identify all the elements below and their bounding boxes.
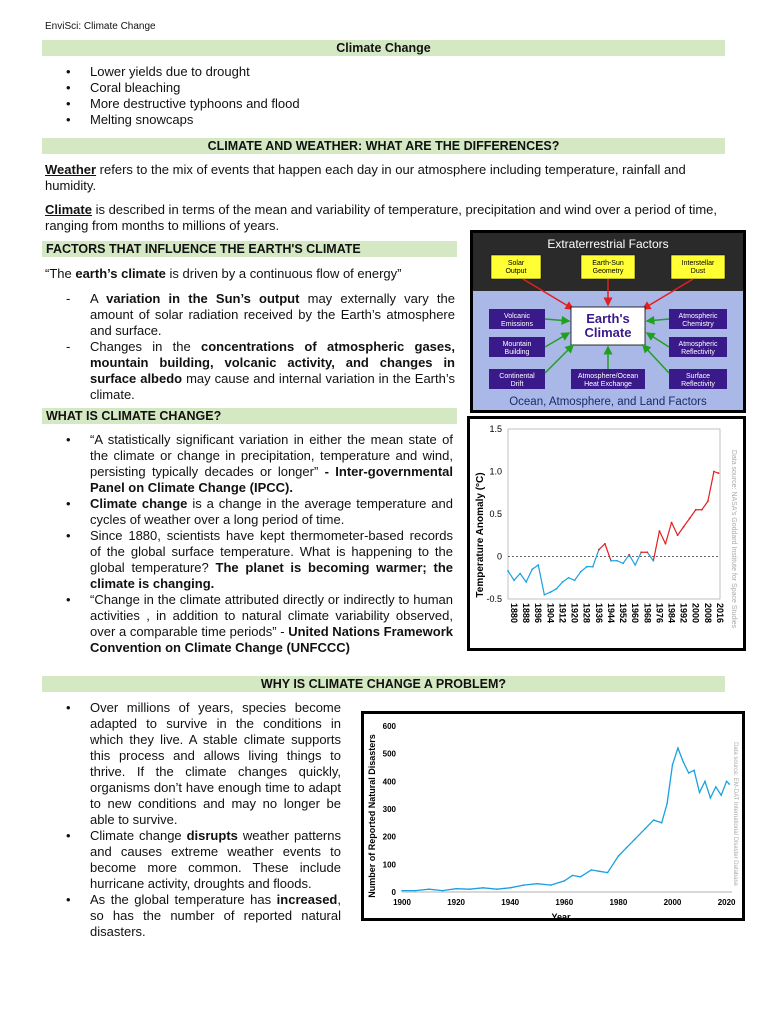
disasters-point (442, 890, 444, 892)
section-title-factors: FACTORS THAT INFLUENCE THE EARTH'S CLIMATE (42, 241, 457, 257)
disasters-point (720, 794, 722, 796)
interstellar-dust-box (671, 255, 725, 279)
bold-text: concentrations of atmospheric gases, mountain building, volcanic activity, and changes in surface albedo (90, 339, 455, 386)
x-tick-label: 2008 (702, 603, 713, 624)
what-is-list (42, 432, 453, 656)
text: As the global temperature has (90, 892, 277, 907)
anomaly-segment (593, 550, 599, 567)
disasters-point (626, 847, 628, 849)
disasters-point (618, 855, 620, 857)
factors-quote (45, 266, 460, 282)
list-item (42, 432, 453, 496)
anomaly-segment (605, 544, 611, 561)
solar-output-box (491, 255, 541, 279)
anomaly-segment (665, 523, 671, 544)
x-tick-label: 1992 (678, 603, 689, 624)
quote-part: “The (45, 266, 76, 281)
anomaly-point (640, 551, 642, 553)
anomaly-point (592, 566, 594, 568)
anomaly-point (671, 522, 673, 524)
anomaly-point (562, 581, 564, 583)
anomaly-segment (550, 589, 556, 592)
section-title-problem: WHY IS CLIMATE CHANGE A PROBLEM? (42, 676, 725, 692)
anomaly-segment (508, 571, 514, 580)
disasters-point (455, 888, 457, 890)
list-item: • More destructive typhoons and flood (42, 96, 722, 112)
anomaly-segment (532, 565, 538, 569)
climate-text: is described in terms of the mean and variability of temperature, precipitation and wind over a period of time, ranging from months to millions of years. (45, 202, 718, 233)
disasters-point (523, 884, 525, 886)
x-tick-label: 1968 (642, 603, 653, 624)
disasters-point (415, 890, 417, 892)
disasters-ylabel: Number of Reported Natural Disasters (367, 734, 377, 898)
y-tick-label: 500 (382, 749, 396, 759)
bold-text: United Nations Framework Convention on Climate Change (UNFCCC) (90, 624, 453, 655)
continental-drift-label: Continental Drift (499, 373, 535, 388)
x-tick-label: 1920 (569, 603, 580, 624)
page-header: EnviSci: Climate Change (45, 21, 156, 32)
anomaly-segment (538, 565, 544, 595)
atmospheric-chemistry-label: Atmospheric Chemistry (678, 313, 718, 328)
problem-list (42, 700, 341, 940)
anomaly-point (537, 564, 539, 566)
anomaly-point (652, 560, 654, 562)
disasters-xlabel: Year (551, 912, 571, 918)
extraterrestrial-title: Extraterrestrial Factors (547, 237, 669, 251)
text: weather patterns and causes extreme weather events to become more common. These include hurricane activity, droughts and floods. (90, 828, 341, 891)
disasters-point (496, 888, 498, 890)
earth-sun-geometry-label: Earth-Sun Geometry (592, 260, 624, 275)
disasters-point (715, 786, 717, 788)
anomaly-point (689, 517, 691, 519)
x-tick-label: 2000 (663, 898, 682, 907)
x-tick-label: 1928 (581, 603, 592, 624)
list-item: • Melting snowcaps (42, 112, 722, 128)
disasters-point (634, 839, 636, 841)
disasters-source: Data source: EM-DAT International Disaster Database (732, 742, 738, 886)
earths-climate-label: Earth's Climate (584, 311, 632, 340)
x-tick-label: 2020 (717, 898, 736, 907)
list-item (42, 496, 453, 528)
anomaly-point (556, 588, 558, 590)
anomaly-point (659, 530, 661, 532)
list-item (42, 892, 341, 940)
anomaly-point (519, 573, 521, 575)
x-tick-label: 1980 (609, 898, 628, 907)
disasters-point (580, 876, 582, 878)
anomaly-point (598, 549, 600, 551)
anomaly-segment (684, 518, 690, 527)
list-item (42, 291, 455, 339)
disasters-point (683, 761, 685, 763)
bold-text: disrupts (186, 828, 238, 843)
disasters-point (401, 890, 403, 892)
anomaly-point (568, 577, 570, 579)
anomaly-segment (581, 567, 587, 572)
text: “Change in the climate attributed directly or indirectly to human activities , in addition to natural climate variability observed, over a comparable time periods” - (90, 592, 453, 639)
temperature-ylabel: Temperature Anomaly (°C) (475, 472, 486, 598)
x-tick-label: 1944 (605, 603, 616, 624)
disasters-point (550, 884, 552, 886)
list-item (42, 592, 453, 656)
y-tick-label: 1.0 (489, 466, 502, 477)
anomaly-segment (659, 531, 665, 544)
x-tick-label: 1900 (393, 898, 411, 907)
climate-factors-diagram (470, 230, 746, 413)
bold-text: - Inter-governmental Panel on Climate Change (IPCC). (90, 464, 454, 495)
anomaly-segment (563, 578, 569, 582)
y-tick-label: -0.5 (486, 594, 502, 604)
anomaly-segment (617, 561, 623, 564)
anomaly-segment (672, 523, 678, 536)
y-tick-label: 200 (382, 832, 396, 842)
y-tick-label: 400 (382, 777, 396, 787)
text: Since 1880, scientists have kept thermometer-based records of the global surface temperature. What is happening to the global temperature? (90, 528, 453, 575)
weather-term: Weather (45, 162, 97, 177)
y-tick-label: 1.5 (489, 424, 502, 434)
anomaly-segment (514, 574, 520, 581)
anomaly-point (634, 564, 636, 566)
weather-definition (45, 162, 725, 194)
disasters-point (704, 781, 706, 783)
disasters-point (693, 769, 695, 771)
left-boxes (489, 309, 545, 389)
anomaly-point (707, 500, 709, 502)
factors-list (42, 291, 455, 403)
y-tick-label: 300 (382, 805, 396, 814)
anomaly-segment (599, 544, 605, 550)
anomaly-point (665, 543, 667, 545)
disasters-point (666, 803, 668, 805)
bold-text: Climate change (90, 496, 188, 511)
x-tick-label: 2000 (690, 603, 701, 624)
bold-text: The planet is becoming warmer; the climate is changing. (90, 560, 453, 591)
disasters-point (653, 819, 655, 821)
y-tick-label: 0 (496, 551, 502, 562)
text: may cause and internal variation in the Earth’s climate. (90, 371, 455, 402)
anomaly-point (701, 509, 703, 511)
x-tick-label: 1976 (654, 603, 665, 624)
anomaly-point (586, 566, 588, 568)
x-tick-label: 1904 (545, 603, 556, 624)
natural-disasters-chart (361, 711, 745, 921)
text: may externally vary the amount of solar radiation received by the Earth’s atmosphere and surface. (90, 291, 455, 338)
list-item: • Coral bleaching (42, 80, 722, 96)
text: A (90, 291, 107, 306)
top-boxes (491, 255, 725, 279)
text: “A statistically significant variation in either the mean state of the climate or change in precipitation, temperature and wind, persisting typically decades or longer” (90, 432, 453, 479)
anomaly-point (713, 471, 715, 473)
anomaly-point (683, 526, 685, 528)
disasters-point (677, 747, 679, 749)
y-tick-label: 100 (382, 860, 396, 870)
disasters-point (688, 772, 690, 774)
volcanic-emissions-label: Volcanic Emissions (501, 313, 533, 328)
x-tick-label: 1880 (509, 603, 519, 624)
ocean-atmosphere-title: Ocean, Atmosphere, and Land Factors (509, 396, 707, 408)
y-tick-label: 0 (391, 888, 396, 897)
x-tick-label: 1960 (555, 898, 574, 907)
bold-text: variation in the Sun’s output (106, 291, 300, 306)
list-item (42, 828, 341, 892)
anomaly-point (543, 594, 545, 596)
anomaly-segment (556, 582, 562, 589)
anomaly-segment (623, 555, 629, 564)
temperature-anomaly-chart (467, 416, 746, 651)
disasters-point (661, 822, 663, 824)
anomaly-point (574, 579, 576, 581)
list-item: • Over millions of years, species become adapted to survive in the conditions in which they live. A stable climate supports this process and allows living things to thrive. If the climate changes quickly, organisms don’t have enough time to adapt to new conditions and may no longer be able to survive. (42, 700, 341, 828)
y-tick-label: 600 (382, 722, 396, 731)
list-item: • Lower yields due to drought (42, 64, 722, 80)
temperature-chart-svg (470, 419, 743, 648)
disasters-point (699, 792, 701, 794)
x-tick-label: 1952 (618, 603, 629, 624)
atmospheric-reflectivity-label: Atmospheric Reflectivity (678, 341, 718, 356)
climate-change-list (42, 64, 722, 128)
anomaly-segment (678, 527, 684, 536)
x-tick-label: 1984 (666, 603, 677, 624)
diagram-svg (473, 233, 743, 410)
anomaly-point (580, 571, 582, 573)
x-tick-label: 2016 (714, 603, 725, 624)
disasters-point (591, 869, 593, 871)
disasters-point (563, 880, 565, 882)
x-tick-label: 1896 (533, 603, 544, 624)
anomaly-segment (635, 552, 641, 565)
heat-exchange-label: Atmosphere/Ocean Heat Exchange (577, 373, 639, 388)
mountain-building-label: Mountain Building (502, 341, 532, 356)
anomaly-point (628, 554, 630, 556)
disasters-point (572, 875, 574, 877)
disasters-point (726, 781, 728, 783)
section-title-climate-change: Climate Change (42, 40, 725, 56)
anomaly-point (622, 562, 624, 564)
quote-bold: earth’s climate (75, 266, 166, 281)
disasters-line (402, 748, 729, 891)
disasters-point (536, 883, 538, 885)
anomaly-segment (708, 472, 714, 502)
text: is a change in the average temperature and cycles of weather over a long period of time. (90, 496, 453, 527)
climate-term: Climate (45, 202, 92, 217)
disasters-point (509, 887, 511, 889)
x-tick-label: 1936 (593, 603, 604, 624)
section-title-differences: CLIMATE AND WEATHER: WHAT ARE THE DIFFERENCES? (42, 138, 725, 154)
temperature-source: Data source: NASA's Goddard Institute for Space Studies (730, 449, 737, 629)
anomaly-segment (690, 510, 696, 519)
anomaly-segment (526, 569, 532, 582)
anomaly-point (695, 509, 697, 511)
anomaly-point (525, 581, 527, 583)
y-tick-label: 0.5 (489, 509, 502, 519)
anomaly-point (550, 591, 552, 593)
list-item (42, 528, 453, 592)
disasters-point (645, 828, 647, 830)
text: , so has the number of reported natural disasters. (90, 892, 341, 939)
anomaly-point (507, 570, 509, 572)
surface-reflectivity-label: Surface Reflectivity (681, 373, 715, 388)
weather-text: refers to the mix of events that happen each day in our atmosphere including temperature, rainfall and humidity. (45, 162, 686, 193)
anomaly-point (604, 543, 606, 545)
quote-part: is driven by a continuous flow of energy” (165, 266, 402, 281)
disasters-point (428, 888, 430, 890)
x-tick-label: 1888 (521, 603, 532, 624)
anomaly-point (616, 560, 618, 562)
anomaly-segment (702, 501, 708, 510)
earth-sun-geometry-box (581, 255, 635, 279)
disasters-point (607, 872, 609, 874)
text: Changes in the (90, 339, 201, 354)
anomaly-segment (544, 592, 550, 595)
disasters-point (672, 764, 674, 766)
list-item (42, 339, 455, 403)
anomaly-segment (520, 574, 526, 583)
interstellar-dust-label: Interstellar Dust (681, 260, 715, 275)
disasters-point (599, 870, 601, 872)
disasters-point (710, 797, 712, 799)
solar-output-label: Solar Output (505, 260, 527, 275)
anomaly-point (718, 472, 720, 474)
disasters-point (728, 783, 730, 785)
disasters-point (469, 888, 471, 890)
anomaly-segment (569, 578, 575, 581)
anomaly-point (677, 534, 679, 536)
anomaly-point (610, 560, 612, 562)
x-tick-label: 1940 (501, 898, 520, 907)
bold-text: increased (276, 892, 338, 907)
x-tick-label: 1912 (557, 603, 568, 624)
text: Climate change (90, 828, 187, 843)
anomaly-point (531, 568, 533, 570)
anomaly-segment (575, 572, 581, 581)
anomaly-point (513, 579, 515, 581)
x-tick-label: 1960 (630, 603, 641, 624)
section-title-what-is: WHAT IS CLIMATE CHANGE? (42, 408, 457, 424)
anomaly-point (646, 551, 648, 553)
disasters-chart-svg (364, 714, 742, 918)
x-tick-label: 1920 (447, 898, 465, 907)
disasters-point (482, 887, 484, 889)
